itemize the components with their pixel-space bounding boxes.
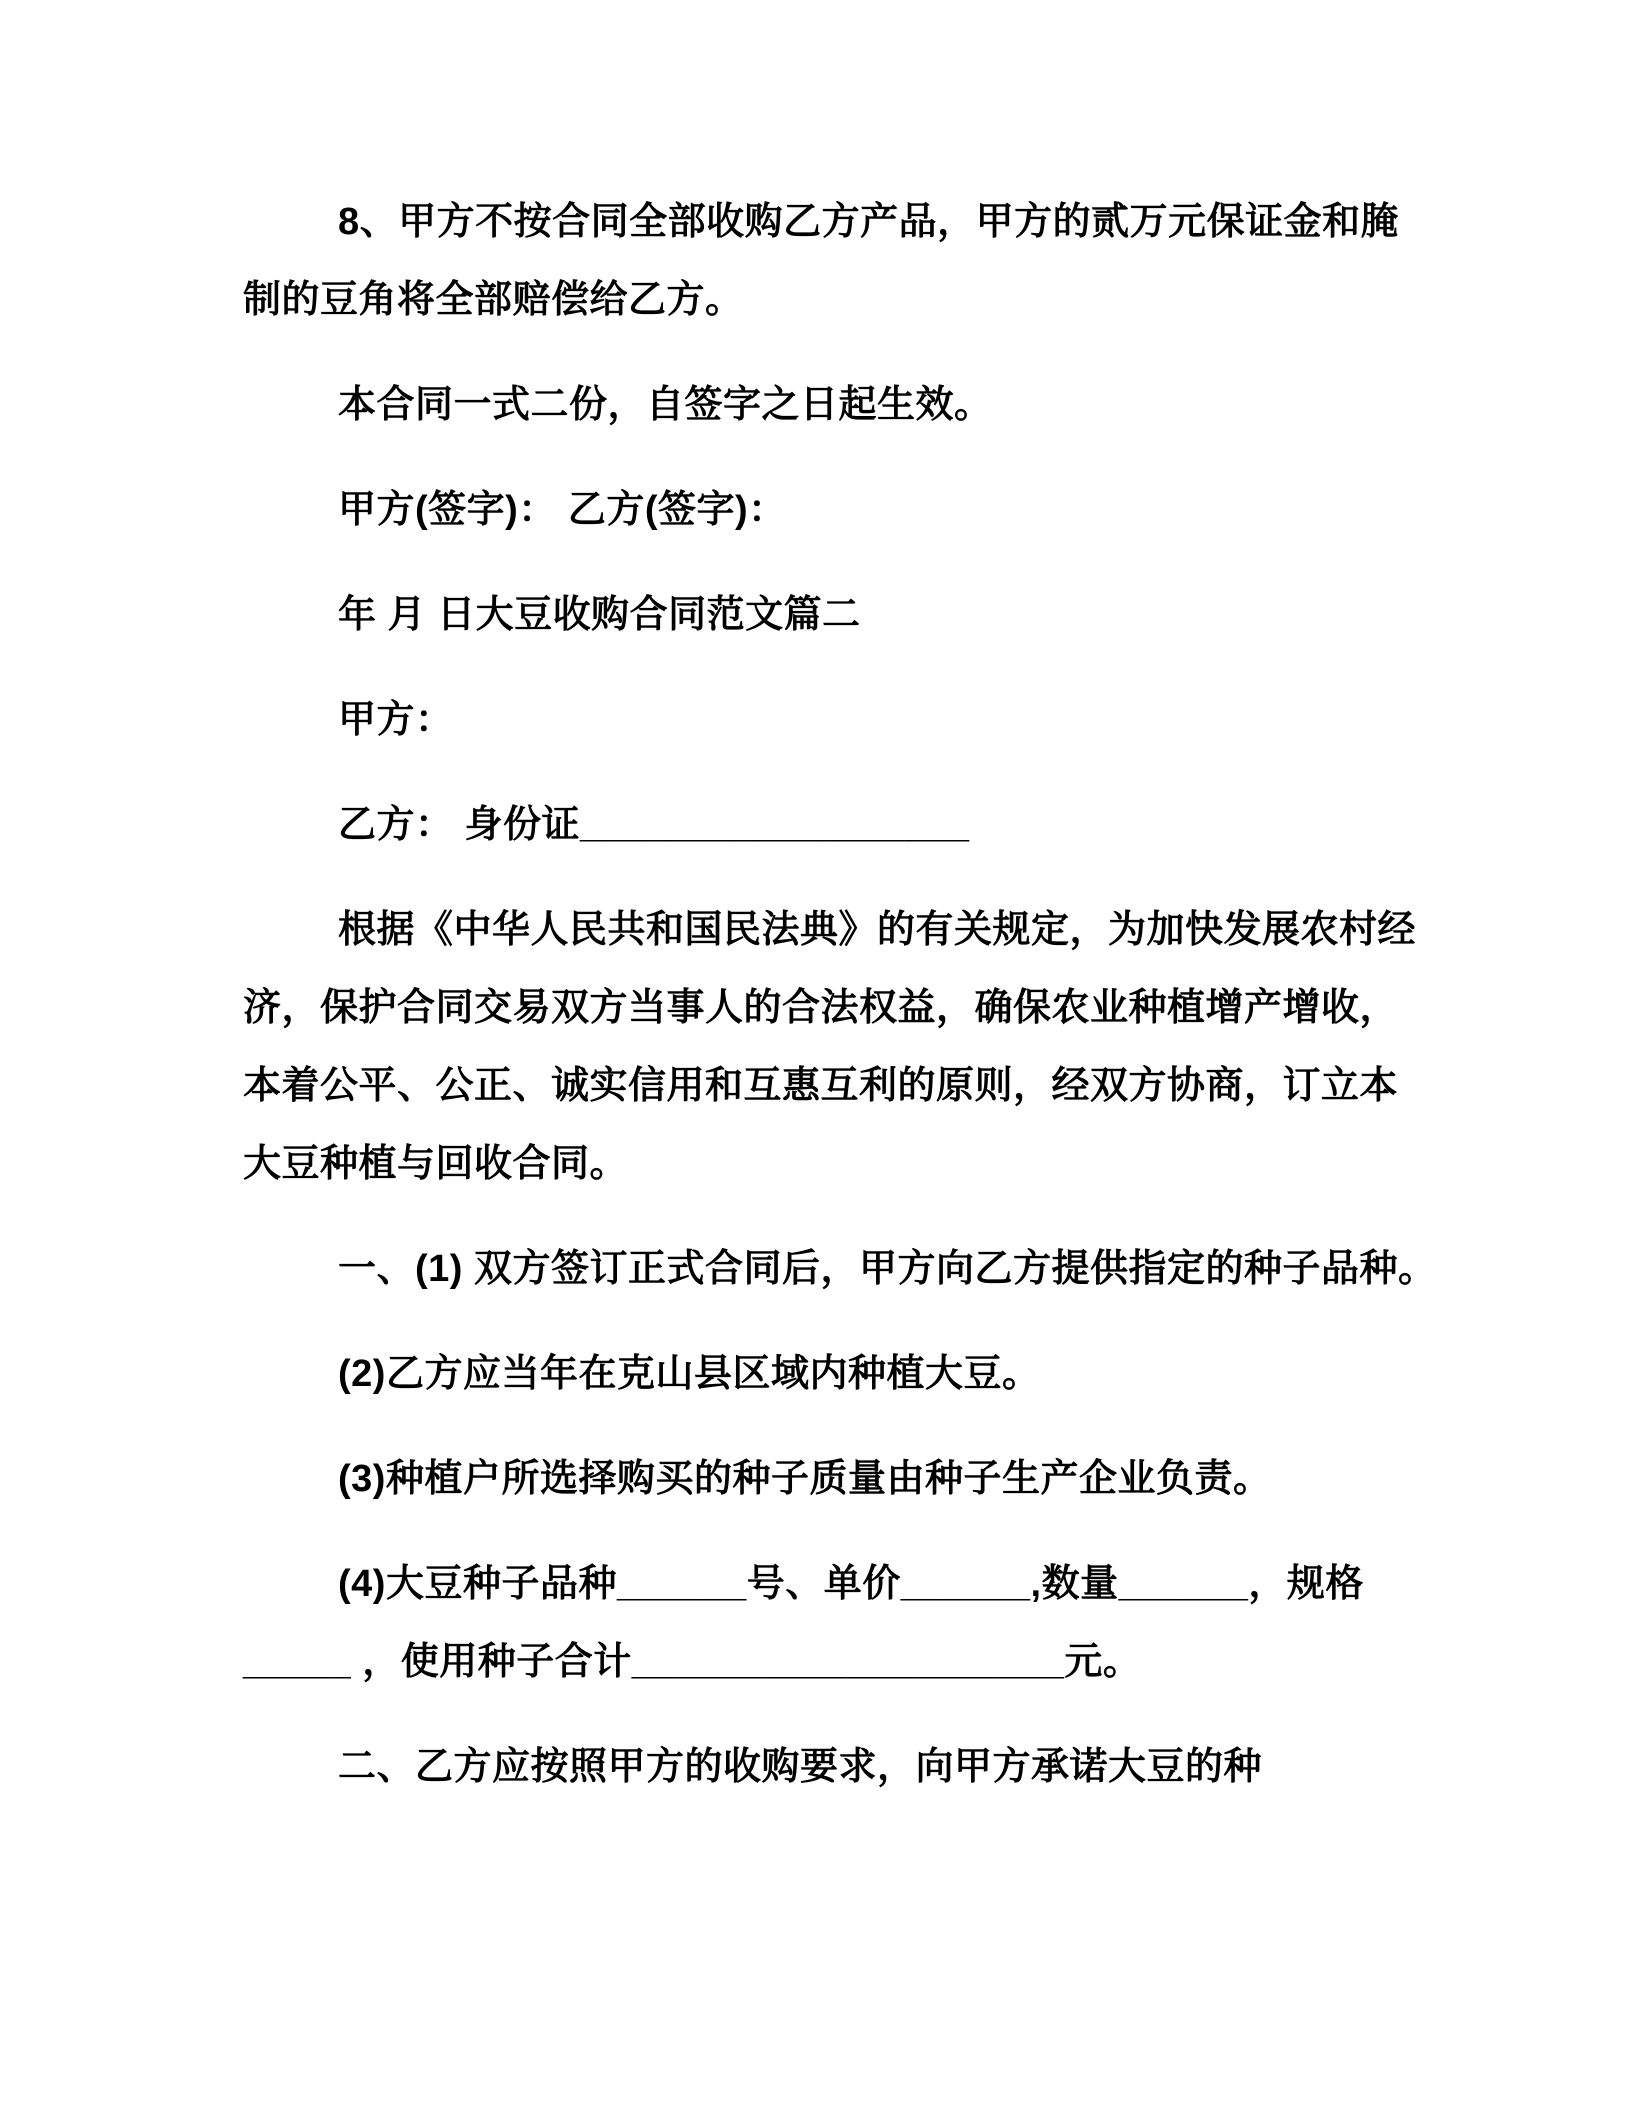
text-line: 制的豆角将全部赔偿给乙方。 xyxy=(243,279,744,321)
text-line: 二、乙方应按照甲方的收购要求，向甲方承诺大豆的种 xyxy=(338,1746,1263,1788)
paragraph xyxy=(243,1440,1412,1518)
paragraph xyxy=(243,471,1412,549)
paragraph xyxy=(243,1728,1412,1806)
paragraph xyxy=(243,1230,1437,1308)
paragraph xyxy=(243,786,1412,864)
paragraph xyxy=(243,891,1417,1203)
text-line: 8、甲方不按合同全部收购乙方产品，甲方的贰万元保证金和腌 xyxy=(338,201,1400,243)
text-line: (3)种植户所选择购买的种子质量由种子生产企业负责。 xyxy=(338,1458,1272,1500)
text-line: 本着公平、公正、诚实信用和互惠互利的原则，经双方协商，订立本 xyxy=(243,1065,1399,1107)
text-line: 甲方(签字)： 乙方(签字)： xyxy=(338,489,787,531)
text-line: 乙方： 身份证__________________ xyxy=(338,804,970,846)
text-line: 济，保护合同交易双方当事人的合法权益，确保农业种植增产增收， xyxy=(243,987,1399,1029)
document-body xyxy=(243,183,1437,1806)
text-line: (2)乙方应当年在克山县区域内种植大豆。 xyxy=(338,1353,1041,1395)
paragraph xyxy=(243,1335,1412,1413)
text-line: 一、(1) 双方签订正式合同后，甲方向乙方提供指定的种子品种。 xyxy=(338,1248,1437,1290)
text-line: 甲方： xyxy=(338,699,454,741)
paragraph xyxy=(243,681,1412,759)
text-line: 年 月 日大豆收购合同范文篇二 xyxy=(338,594,861,636)
paragraph xyxy=(243,366,1412,444)
text-line: 根据《中华人民共和国民法典》的有关规定，为加快发展农村经 xyxy=(338,909,1417,951)
text-line: 本合同一式二份，自签字之日起生效。 xyxy=(338,384,993,426)
paragraph xyxy=(243,576,1412,654)
text-line: 大豆种植与回收合同。 xyxy=(243,1143,629,1185)
paragraph xyxy=(243,183,1412,339)
paragraph xyxy=(243,1545,1412,1701)
text-line: (4)大豆种子品种______号、单价______,数量______，规格 xyxy=(338,1563,1364,1605)
text-line: _____ ，使用种子合计____________________元。 xyxy=(243,1641,1142,1683)
